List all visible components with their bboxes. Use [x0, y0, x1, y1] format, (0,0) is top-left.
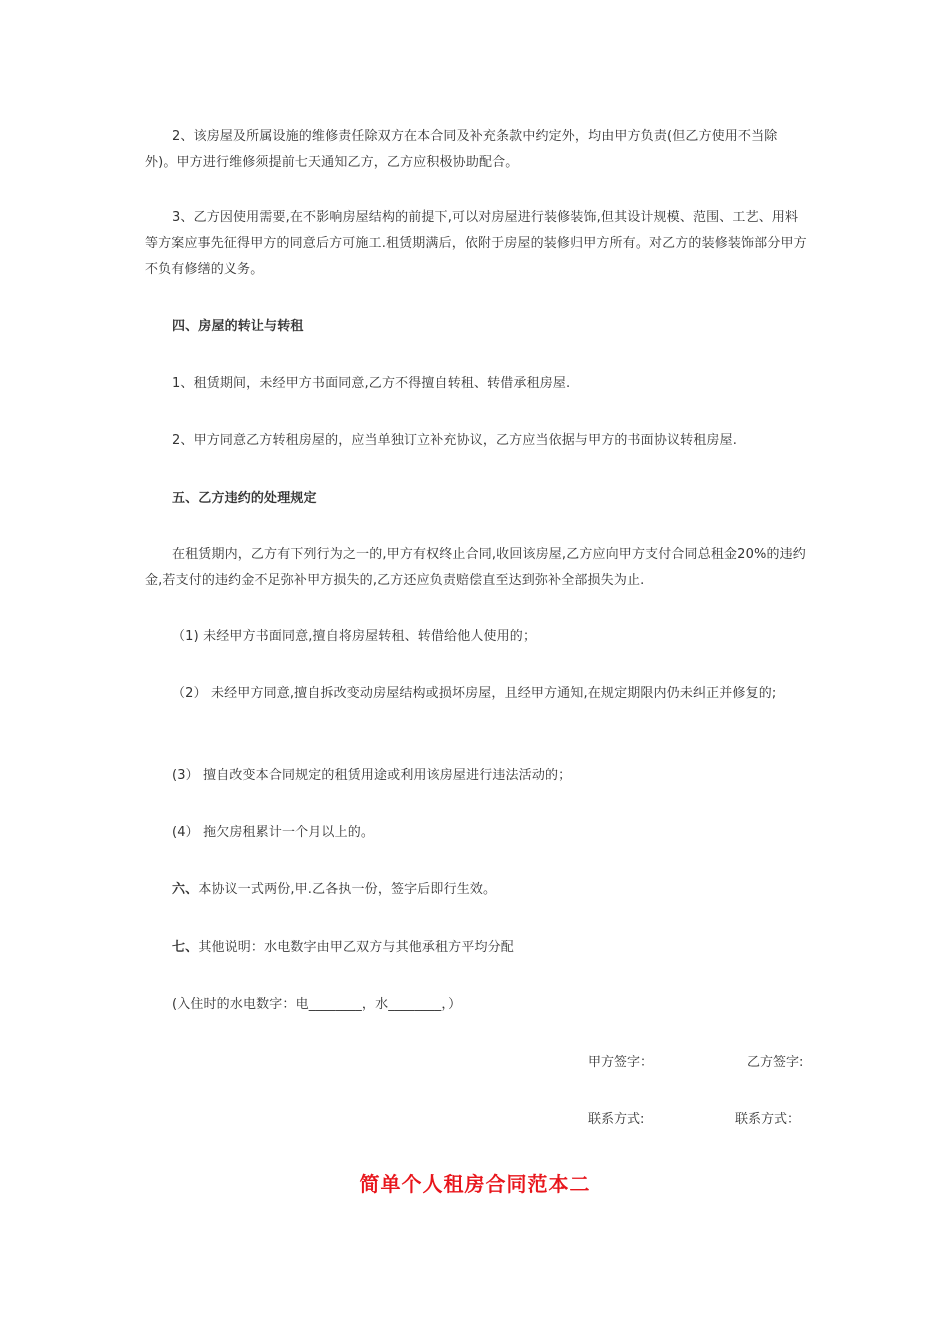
party-b-contact-label: 联系方式：	[735, 1112, 801, 1127]
paragraph-sublease-agreement: 2、甲方同意乙方转租房屋的，应当单独订立补充协议，乙方应当依据与甲方的书面协议转租房屋.	[172, 433, 738, 448]
party-a-contact-label: 联系方式:	[588, 1112, 645, 1127]
list-item-breach-4: (4） 拖欠房租累计一个月以上的。	[172, 825, 375, 840]
section-heading-transfer-sublease: 四、房屋的转让与转租	[172, 319, 304, 334]
list-item-breach-2: （2） 未经甲方同意,擅自拆改变动房屋结构或损坏房屋，且经甲方通知,在规定期限内仍未纠正并修复的;	[172, 686, 777, 701]
paragraph-no-sublease: 1、租赁期间，未经甲方书面同意,乙方不得擅自转租、转借承租房屋.	[172, 376, 571, 391]
list-item-breach-1: （1) 未经甲方书面同意,擅自将房屋转租、转借给他人使用的；	[172, 629, 537, 644]
list-item-breach-3: (3） 擅自改变本合同规定的租赁用途或利用该房屋进行违法活动的；	[172, 768, 572, 783]
paragraph-renovation: 3、乙方因使用需要,在不影响房屋结构的前提下,可以对房屋进行装修装饰,但其设计规模、范围、工艺、用料等方案应事先征得甲方的同意后方可施工.租赁期满后，依附于房屋的装修归甲方所有。对乙方的装修装饰部分甲方不负有修缮的义务。	[145, 210, 807, 277]
party-b-signature-label: 乙方签字:	[747, 1055, 804, 1070]
paragraph-utility-readings: (入住时的水电数字：电________，水________，）	[172, 997, 462, 1012]
paragraph-breach-penalty: 在租赁期内，乙方有下列行为之一的,甲方有权终止合同,收回该房屋,乙方应向甲方支付合同总租金20%的违约金,若支付的违约金不足弥补甲方损失的,乙方还应负责赔偿直至达到弥补全部损失为止.	[145, 547, 806, 588]
section-text-six: 本协议一式两份,甲.乙各执一份，签字后即行生效。	[198, 882, 497, 897]
section-heading-breach: 五、乙方违约的处理规定	[172, 491, 317, 506]
party-a-signature-label: 甲方签字：	[588, 1055, 654, 1070]
section-label-seven: 七、	[172, 940, 199, 955]
section-other-notes	[145, 935, 807, 961]
section-effective	[145, 877, 807, 903]
next-contract-title: 简单个人租房合同范本二	[359, 1172, 591, 1196]
section-text-seven: 其他说明：水电数字由甲乙双方与其他承租方平均分配	[198, 940, 514, 955]
paragraph-repair-responsibility: 2、该房屋及所属设施的维修责任除双方在本合同及补充条款中约定外，均由甲方负责(但乙方使用不当除外)。甲方进行维修须提前七天通知乙方，乙方应积极协助配合。	[145, 129, 778, 170]
section-label-six: 六、	[172, 882, 199, 897]
